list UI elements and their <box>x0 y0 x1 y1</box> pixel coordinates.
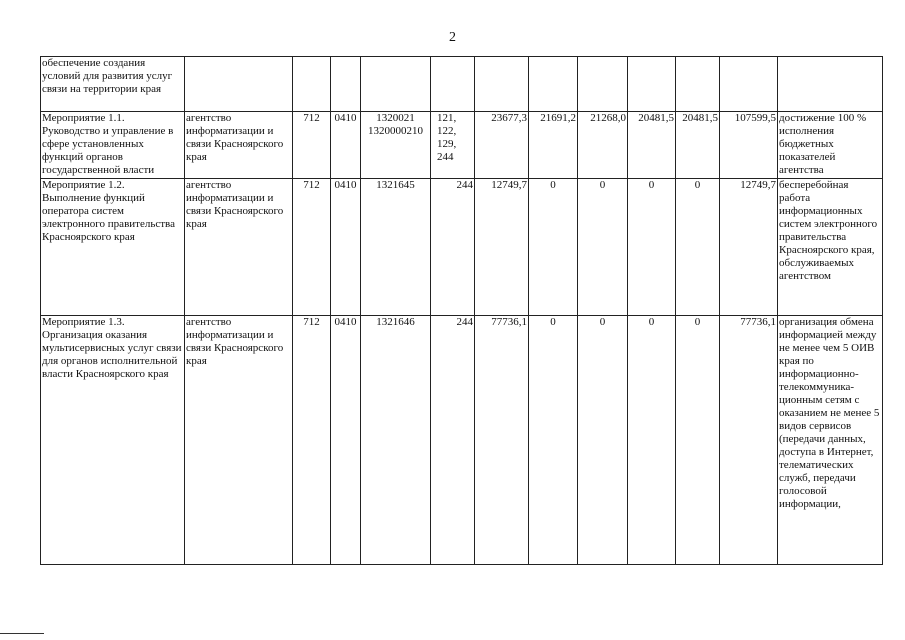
total-cell: 107599,5 <box>720 112 778 179</box>
value-cell: 0 <box>676 179 720 316</box>
value-cell: 0 <box>578 316 628 565</box>
csr-cell <box>361 57 431 112</box>
value-cell: 23677,3 <box>475 112 529 179</box>
scan-edge-line <box>0 633 44 634</box>
grbs-cell: 712 <box>293 112 331 179</box>
total-cell: 77736,1 <box>720 316 778 565</box>
value-cell <box>676 57 720 112</box>
task-name-cell: обеспечение создания условий для развития услуг связи на территории края <box>41 57 185 112</box>
task-name-cell: Мероприятие 1.2. Выполнение функций оператора систем электронного правительства Красноярского края <box>41 179 185 316</box>
table-row <box>41 179 883 316</box>
value-cell: 21268,0 <box>578 112 628 179</box>
org-cell: агентство информатизации и связи Красноярского края <box>185 112 293 179</box>
task-name-cell: Мероприятие 1.1. Руководство и управление в сфере установленных функций органов государственной власти <box>41 112 185 179</box>
vr-cell: 244 <box>431 179 475 316</box>
csr-cell: 1321646 <box>361 316 431 565</box>
grbs-cell: 712 <box>293 179 331 316</box>
page-number: 2 <box>449 30 456 45</box>
vr-cell: 244 <box>431 316 475 565</box>
value-cell: 0 <box>676 316 720 565</box>
value-cell <box>578 57 628 112</box>
rzpr-cell <box>331 57 361 112</box>
task-name-cell: Мероприятие 1.3. Организация оказания мультисервисных услуг связи для органов исполнительной власти Красноярского края <box>41 316 185 565</box>
grbs-cell <box>293 57 331 112</box>
table-row <box>41 316 883 565</box>
value-cell <box>628 57 676 112</box>
total-cell: 12749,7 <box>720 179 778 316</box>
value-cell: 0 <box>628 316 676 565</box>
rzpr-cell: 0410 <box>331 316 361 565</box>
value-cell: 0 <box>578 179 628 316</box>
result-cell: бесперебойная работа информационных систем электронного правительства Красноярского края, обслуживаемых агентством <box>778 179 883 316</box>
org-cell <box>185 57 293 112</box>
rzpr-cell: 0410 <box>331 112 361 179</box>
result-cell: организация обмена информацией между не менее чем 5 ОИВ края по информационно-телекоммуника-ционным сетям с оказанием не менее 5 видов сервисов (передачи данных, доступа в Интернет, телематических служб, передачи голосовой информации, <box>778 316 883 565</box>
vr-cell <box>431 57 475 112</box>
vr-cell: 121, 122, 129, 244 <box>431 112 475 179</box>
org-cell: агентство информатизации и связи Красноярского края <box>185 179 293 316</box>
org-cell: агентство информатизации и связи Красноярского края <box>185 316 293 565</box>
result-cell <box>778 57 883 112</box>
budget-table <box>40 56 883 565</box>
rzpr-cell: 0410 <box>331 179 361 316</box>
value-cell: 0 <box>529 179 578 316</box>
value-cell: 20481,5 <box>676 112 720 179</box>
csr-cell: 1321645 <box>361 179 431 316</box>
value-cell <box>475 57 529 112</box>
value-cell: 0 <box>628 179 676 316</box>
total-cell <box>720 57 778 112</box>
value-cell <box>529 57 578 112</box>
value-cell: 20481,5 <box>628 112 676 179</box>
table-row <box>41 57 883 112</box>
table-row <box>41 112 883 179</box>
value-cell: 77736,1 <box>475 316 529 565</box>
value-cell: 0 <box>529 316 578 565</box>
result-cell: достижение 100 % исполнения бюджетных показателей агентства <box>778 112 883 179</box>
csr-cell: 1320021 1320000210 <box>361 112 431 179</box>
value-cell: 21691,2 <box>529 112 578 179</box>
value-cell: 12749,7 <box>475 179 529 316</box>
grbs-cell: 712 <box>293 316 331 565</box>
